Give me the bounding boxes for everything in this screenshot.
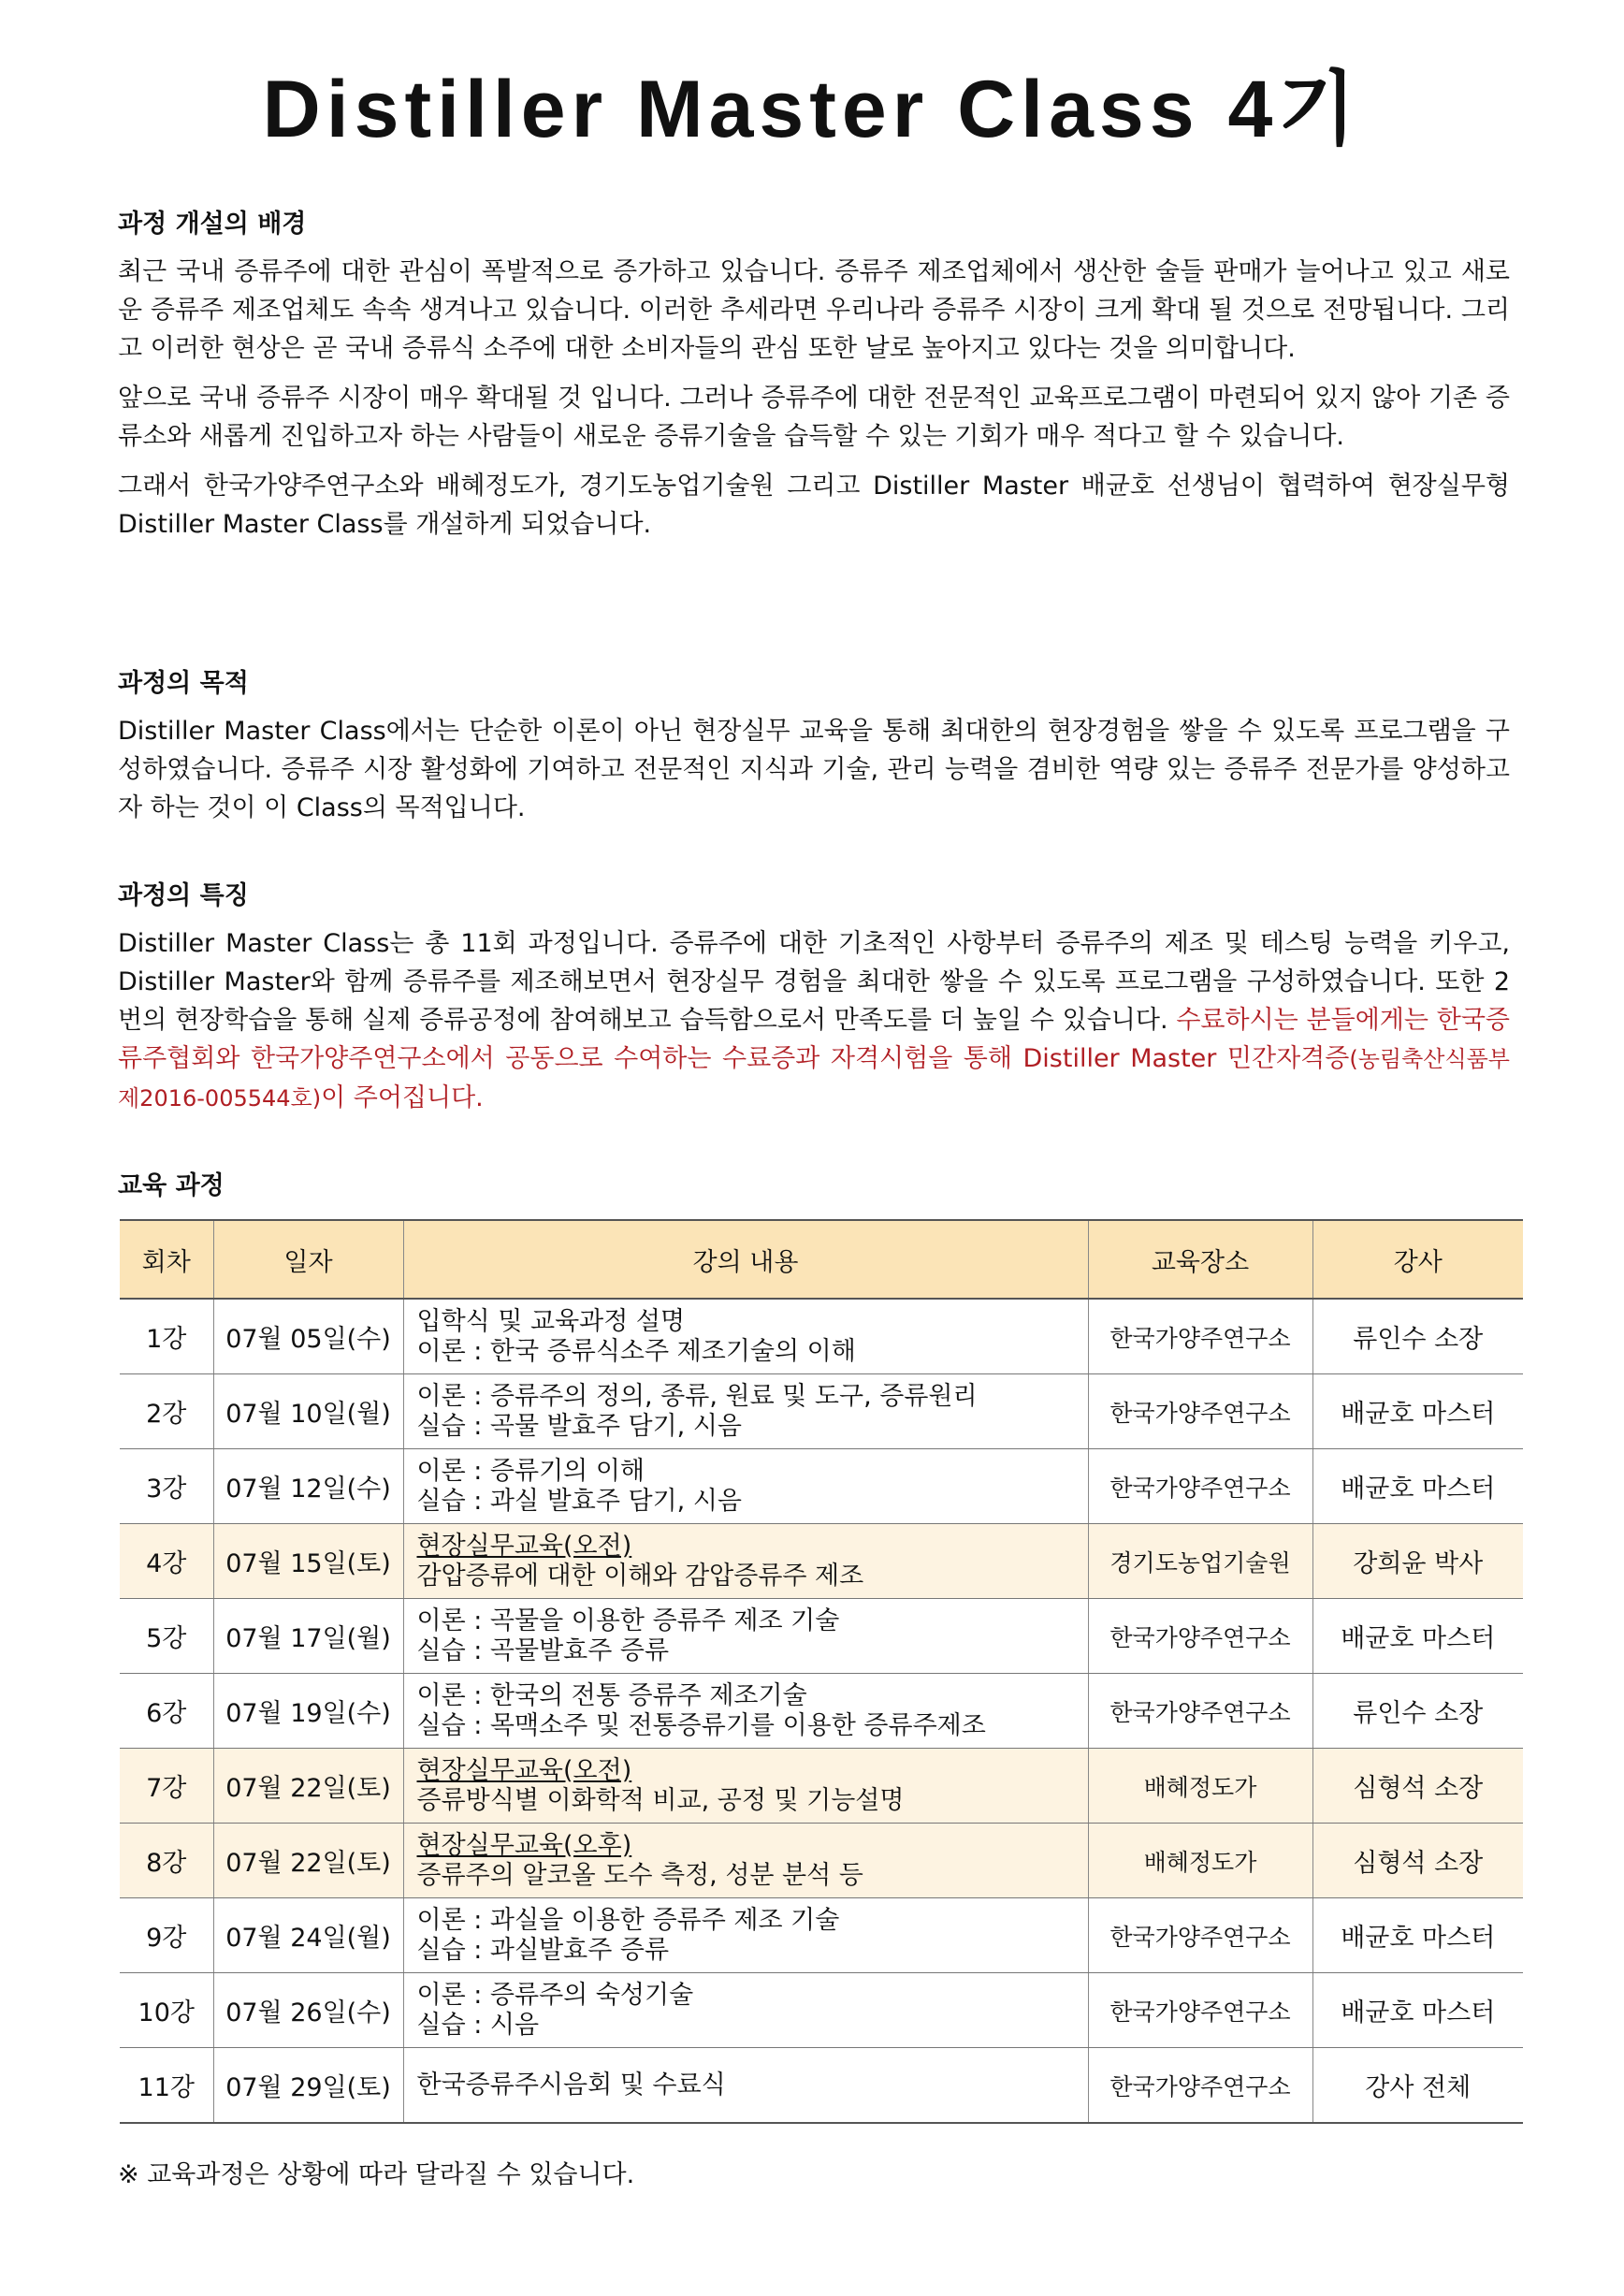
- curriculum-note: ※ 교육과정은 상황에 따라 달라질 수 있습니다.: [118, 2160, 635, 2189]
- session-number-cell: 10강: [120, 1973, 213, 2048]
- lecture-line-1: 이론 : 과실을 이용한 증류주 제조 기술: [416, 1905, 840, 1935]
- date-cell: 07월 15일(토): [213, 1524, 403, 1599]
- certificate-highlight-end: 이 주어집니다.: [321, 1083, 484, 1112]
- lecture-line-1: 한국증류주시음회 및 수료식: [416, 2070, 726, 2100]
- lecturer-cell: 강사 전체: [1312, 2048, 1523, 2124]
- location-cell: 배혜정도가: [1088, 1749, 1312, 1824]
- lecture-line-1: 이론 : 증류주의 숙성기술: [416, 1980, 694, 2010]
- lecture-line-2: 증류주의 알코올 도수 측정, 성분 분석 등: [416, 1860, 863, 1890]
- background-section: [118, 208, 1510, 555]
- column-header: 회차: [120, 1220, 213, 1299]
- lecture-line-2: 실습 : 과실발효주 증류: [416, 1935, 670, 1965]
- session-number-cell: 4강: [120, 1524, 213, 1599]
- column-header: 교육장소: [1088, 1220, 1312, 1299]
- date-cell: 07월 17일(월): [213, 1599, 403, 1674]
- lecture-line-2: 실습 : 곡물발효주 증류: [416, 1635, 670, 1665]
- date-cell: 07월 19일(수): [213, 1674, 403, 1749]
- purpose-heading: 과정의 목적: [118, 669, 249, 698]
- session-number-cell: 2강: [120, 1374, 213, 1449]
- location-cell: 한국가양주연구소: [1088, 2048, 1312, 2124]
- date-cell: 07월 10일(월): [213, 1374, 403, 1449]
- lecture-content-cell: [403, 1299, 1088, 1374]
- lecture-line-2: 실습 : 곡물 발효주 담기, 시음: [416, 1411, 742, 1441]
- lecture-line-1: 이론 : 한국의 전통 증류주 제조기술: [416, 1680, 807, 1710]
- features-text: Distiller Master Class는 총 11회 과정입니다. 증류주에 대한 기초적인 사항부터 증류주의 제조 및 테스팅 능력을 키우고, Distiller Master와 함께 증류주를 제조해보면서 현장실무 경험을 최대한 쌓을 수 있도록 프로그램을 구성하였습니다. 또한 2번의 현장학습을 통해 실제 증류공정에 참여해보고 습득함으로서 만족도를 더 높일 수 있습니다.: [118, 929, 1510, 1035]
- lecturer-cell: 류인수 소장: [1312, 1299, 1523, 1374]
- lecturer-cell: 배균호 마스터: [1312, 1973, 1523, 2048]
- table-row: [120, 1374, 1523, 1449]
- session-number-cell: 8강: [120, 1824, 213, 1898]
- lecture-line-1: 입학식 및 교육과정 설명: [416, 1306, 686, 1336]
- location-cell: 한국가양주연구소: [1088, 1299, 1312, 1374]
- lecturer-cell: 배균호 마스터: [1312, 1449, 1523, 1524]
- session-number-cell: 7강: [120, 1749, 213, 1824]
- session-number-cell: 9강: [120, 1898, 213, 1973]
- lecture-content-cell: [403, 1449, 1088, 1524]
- curriculum-table: [120, 1219, 1523, 2124]
- column-header: 일자: [213, 1220, 403, 1299]
- table-row: [120, 1973, 1523, 2048]
- table-row: [120, 1449, 1523, 1524]
- background-heading: 과정 개설의 배경: [118, 210, 307, 239]
- session-number-cell: 6강: [120, 1674, 213, 1749]
- purpose-paragraph: Distiller Master Class에서는 단순한 이론이 아닌 현장실무 교육을 통해 최대한의 현장경험을 쌓을 수 있도록 프로그램을 구성하였습니다. 증류주 시장 활성화에 기여하고 전문적인 지식과 기술, 관리 능력을 겸비한 역량 있는 증류주 전문가를 양성하고자 하는 것이 이 Class의 목적입니다.: [118, 717, 1510, 822]
- date-cell: 07월 29일(토): [213, 2048, 403, 2124]
- lecture-content-cell: [403, 1824, 1088, 1898]
- features-section: [118, 879, 1510, 1129]
- table-row: [120, 1299, 1523, 1374]
- lecture-line-1: [417, 1756, 1088, 1786]
- curriculum-heading: 교육 과정: [118, 1171, 225, 1200]
- lecturer-cell: 배균호 마스터: [1312, 1599, 1523, 1674]
- session-number-cell: 3강: [120, 1449, 213, 1524]
- features-heading: 과정의 특징: [118, 881, 249, 910]
- lecturer-cell: 강희윤 박사: [1312, 1524, 1523, 1599]
- certificate-highlight: 수료하시는 분들에게는 한국증류주협회와 한국가양주연구소에서 공동으로 수여하는 수료증과 자격시험을 통해 Distiller Master 민간자격증: [118, 1006, 1510, 1073]
- location-cell: 한국가양주연구소: [1088, 1973, 1312, 2048]
- lecturer-cell: 배균호 마스터: [1312, 1374, 1523, 1449]
- lecture-line-1: 이론 : 증류주의 정의, 종류, 원료 및 도구, 증류원리: [416, 1381, 978, 1411]
- date-cell: 07월 26일(수): [213, 1973, 403, 2048]
- background-paragraph-3: 그래서 한국가양주연구소와 배혜정도가, 경기도농업기술원 그리고 Distiller Master 배균호 선생님이 협력하여 현장실무형 Distiller Master Class를 개설하게 되었습니다.: [118, 472, 1510, 539]
- field-training-label: 현장실무교육(오전): [416, 1755, 632, 1785]
- date-cell: 07월 05일(수): [213, 1299, 403, 1374]
- lecture-content-cell: [403, 2048, 1088, 2124]
- lecture-line-1: 이론 : 곡물을 이용한 증류주 제조 기술: [416, 1606, 840, 1635]
- location-cell: 한국가양주연구소: [1088, 1599, 1312, 1674]
- column-header: 강사: [1312, 1220, 1523, 1299]
- background-paragraph-2: 앞으로 국내 증류주 시장이 매우 확대될 것 입니다. 그러나 증류주에 대한 전문적인 교육프로그램이 마련되어 있지 않아 기존 증류소와 새롭게 진입하고자 하는 사람들이 새로운 증류기술을 습득할 수 있는 기회가 매우 적다고 할 수 있습니다.: [118, 384, 1510, 451]
- lecture-line-2: 실습 : 과실 발효주 담기, 시음: [416, 1486, 742, 1516]
- location-cell: 한국가양주연구소: [1088, 1898, 1312, 1973]
- lecturer-cell: 배균호 마스터: [1312, 1898, 1523, 1973]
- lecture-line-2: 증류방식별 이화학적 비교, 공정 및 기능설명: [416, 1785, 905, 1815]
- lecture-line-2: 실습 : 목맥소주 및 전통증류기를 이용한 증류주제조: [416, 1710, 986, 1740]
- date-cell: 07월 22일(토): [213, 1749, 403, 1824]
- lecture-content-cell: [403, 1374, 1088, 1449]
- lecturer-cell: 심형석 소장: [1312, 1824, 1523, 1898]
- table-row: [120, 1674, 1523, 1749]
- lecture-content-cell: [403, 1524, 1088, 1599]
- table-row: [120, 1749, 1523, 1824]
- location-cell: 경기도농업기술원: [1088, 1524, 1312, 1599]
- lecture-content-cell: [403, 1973, 1088, 2048]
- table-row: [120, 1824, 1523, 1898]
- table-row: [120, 1898, 1523, 1973]
- lecture-content-cell: [403, 1674, 1088, 1749]
- lecture-line-1: 이론 : 증류기의 이해: [416, 1456, 645, 1486]
- lecture-content-cell: [403, 1749, 1088, 1824]
- location-cell: 배혜정도가: [1088, 1824, 1312, 1898]
- lecture-line-2: 감압증류에 대한 이해와 감압증류주 제조: [416, 1561, 864, 1591]
- lecture-content-cell: [403, 1898, 1088, 1973]
- curriculum-heading-wrap: [118, 1170, 1510, 1214]
- features-paragraph: [118, 924, 1510, 1118]
- table-row: [120, 2048, 1523, 2124]
- lecture-line-2: 실습 : 시음: [416, 2010, 540, 2040]
- certificate-registration: (농림축산식품부 제2016-005544호): [118, 1046, 1510, 1112]
- field-training-label: 현장실무교육(오전): [416, 1531, 632, 1561]
- date-cell: 07월 24일(월): [213, 1898, 403, 1973]
- lecture-line-1: [417, 1532, 1088, 1562]
- lecture-content-cell: [403, 1599, 1088, 1674]
- lecturer-cell: 류인수 소장: [1312, 1674, 1523, 1749]
- location-cell: 한국가양주연구소: [1088, 1374, 1312, 1449]
- lecture-line-2: 이론 : 한국 증류식소주 제조기술의 이해: [416, 1336, 856, 1366]
- table-row: [120, 1524, 1523, 1599]
- lecturer-cell: 심형석 소장: [1312, 1749, 1523, 1824]
- session-number-cell: 1강: [120, 1299, 213, 1374]
- field-training-label: 현장실무교육(오후): [416, 1830, 632, 1860]
- location-cell: 한국가양주연구소: [1088, 1674, 1312, 1749]
- lecture-line-1: [417, 1831, 1088, 1861]
- purpose-section: [118, 667, 1510, 838]
- session-number-cell: 11강: [120, 2048, 213, 2124]
- location-cell: 한국가양주연구소: [1088, 1449, 1312, 1524]
- column-header: 강의 내용: [403, 1220, 1088, 1299]
- page-title: Distiller Master Class 4기: [262, 65, 1362, 154]
- table-header-row: [120, 1220, 1523, 1299]
- session-number-cell: 5강: [120, 1599, 213, 1674]
- date-cell: 07월 12일(수): [213, 1449, 403, 1524]
- background-paragraph-1: 최근 국내 증류주에 대한 관심이 폭발적으로 증가하고 있습니다. 증류주 제조업체에서 생산한 술들 판매가 늘어나고 있고 새로운 증류주 제조업체도 속속 생겨나고 있습니다. 이러한 추세라면 우리나라 증류주 시장이 크게 확대 될 것으로 전망됩니다. 그리고 이러한 현상은 곧 국내 증류식 소주에 대한 소비자들의 관심 또한 날로 높아지고 있다는 것을 의미합니다.: [118, 257, 1511, 363]
- table-row: [120, 1599, 1523, 1674]
- date-cell: 07월 22일(토): [213, 1824, 403, 1898]
